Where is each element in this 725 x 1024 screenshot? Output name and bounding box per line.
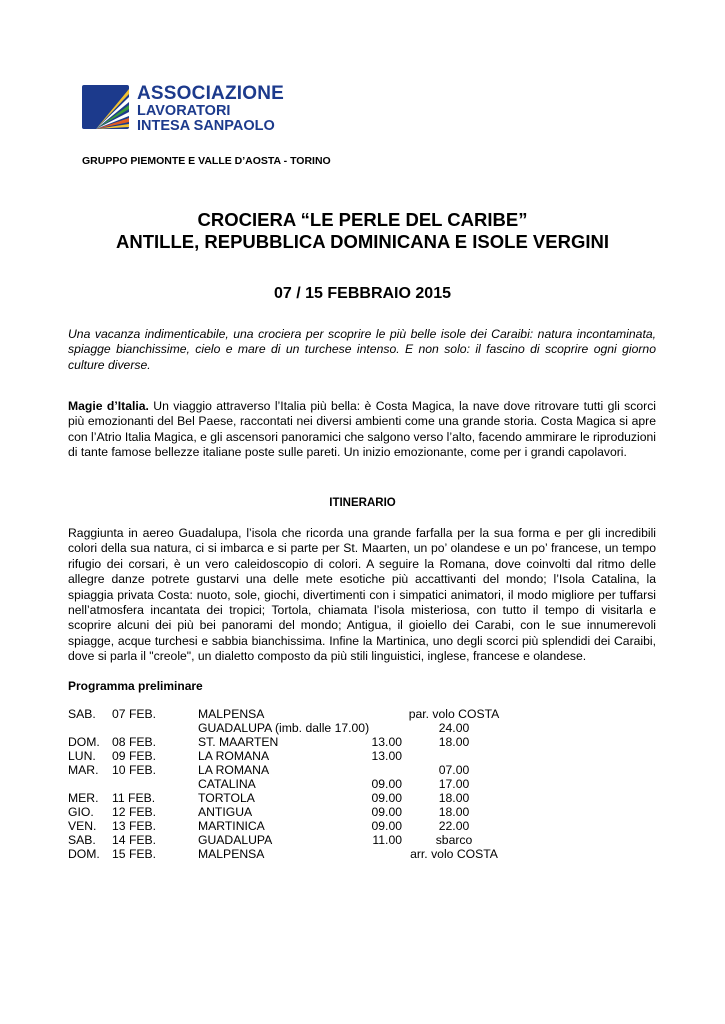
cell-day: DOM.: [68, 847, 100, 861]
logo-text: [137, 84, 284, 134]
table-row: [0, 735, 725, 749]
cell-day: VEN.: [68, 819, 97, 833]
table-row: [0, 847, 725, 861]
magie-bold: Magie d’Italia.: [68, 399, 149, 413]
cell-date: 07 FEB.: [112, 707, 157, 721]
cell-day: GIO.: [68, 805, 94, 819]
cell-day: LUN.: [68, 749, 96, 763]
cell-day: MAR.: [68, 763, 99, 777]
cell-dep: 18.00: [438, 735, 470, 749]
cell-place: MARTINICA: [198, 819, 265, 833]
table-row: [0, 707, 725, 721]
table-row: [0, 763, 725, 777]
cell-dep: 18.00: [438, 805, 470, 819]
table-row: [0, 749, 725, 763]
itinerary-heading: ITINERARIO: [329, 497, 396, 509]
cell-day: MER.: [68, 791, 99, 805]
intro-paragraph: Una vacanza indimenticabile, una crociera per scoprire le più belle isole dei Caraibi: natura incontaminata, spiagge bianchissime, cielo e mare di un turchese intenso. E non solo: il fascino di scoprire ogni giorno culture diverse.: [68, 327, 656, 372]
table-row: [0, 833, 725, 847]
title-line1: CROCIERA “LE PERLE DEL CARIBE”: [197, 209, 528, 230]
cell-date: 08 FEB.: [112, 735, 157, 749]
table-row: [0, 805, 725, 819]
cell-dep: arr. volo COSTA: [410, 847, 498, 861]
magie-paragraph: [68, 399, 656, 461]
cell-place: LA ROMANA: [198, 749, 270, 763]
cell-arr: 09.00: [371, 819, 402, 833]
cell-dep: 22.00: [438, 819, 470, 833]
cell-dep: par. volo COSTA: [408, 707, 500, 721]
cell-place: GUADALUPA: [198, 833, 273, 847]
cell-date: 13 FEB.: [112, 819, 157, 833]
trip-dates: 07 / 15 FEBBRAIO 2015: [274, 285, 451, 302]
cell-date: 09 FEB.: [112, 749, 157, 763]
group-label: GRUPPO PIEMONTE E VALLE D’AOSTA - TORINO: [82, 155, 331, 167]
logo-line1: ASSOCIAZIONE: [137, 83, 285, 104]
cell-place: ST. MAARTEN: [198, 735, 279, 749]
cell-dep: 17.00: [438, 777, 470, 791]
table-row: [0, 721, 725, 735]
cell-arr: 09.00: [371, 791, 402, 805]
cell-arr: 09.00: [371, 777, 402, 791]
magie-text: Un viaggio attraverso l’Italia più bella: è Costa Magica, la nave dove ritrovare tutti gli scorci più emozionanti del Bel Paese, raccontati nei diversi ambienti come una grande storia. Costa Magica si apre con l’Atrio Italia Magica, e gli ascensori panoramici che salgono verso l’alto, facendo ammirare le riproduzioni di tante famose bellezze italiane poste sulle pareti. Un inizio emozionante, come per i grandi capolavori.: [68, 399, 656, 460]
cell-arr: 13.00: [371, 749, 402, 763]
cell-day: SAB.: [68, 707, 96, 721]
cell-place: MALPENSA: [198, 847, 265, 861]
cell-date: 10 FEB.: [112, 763, 157, 777]
table-row: [0, 819, 725, 833]
title-line2: ANTILLE, REPUBBLICA DOMINICANA E ISOLE VERGINI: [115, 231, 609, 252]
logo-mark-icon: [82, 85, 129, 129]
cell-place: GUADALUPA (imb. dalle 17.00): [198, 721, 370, 735]
cell-arr: 13.00: [371, 735, 402, 749]
cell-day: DOM.: [68, 735, 100, 749]
itinerary-paragraph: Raggiunta in aereo Guadalupa, l’isola che ricorda una grande farfalla per la sua forma e per gli incredibili colori della sua natura, ci si imbarca e si parte per St. Maarten, un po’ olandese e un po’ francese, un tempo rifugio dei corsari, è un vero caleidoscopio di colori. A seguire la Romana, dove coinvolti dal ritmo delle allegre danze potrete gustarvi una delle mete esotiche più accattivanti del mondo; l’Isola Catalina, la spiaggia privata Costa: nuoto, sole, giochi, divertimenti con i simpatici animatori, il modo migliore per tuffarsi nell’atmosfera incantata dei tropici; Tortola, chiamata l’isola misteriosa, con tutto il tempo di visitarla e scoprire alcuni dei più bei panorami del mondo; Antigua, il gioiello dei Carabi, con le sue innumerevoli spiagge, acque turchesi e sabbia bianchissima. Infine la Martinica, uno degli scorci più splendidi dei Caraibi, dove si parla il "creole", un dialetto composto da più stili linguistici, inglese, francese e olandese.: [68, 526, 656, 664]
cell-date: 11 FEB.: [112, 791, 156, 805]
cell-dep: 18.00: [438, 791, 470, 805]
logo-line2: LAVORATORI: [137, 103, 231, 119]
table-row: [0, 791, 725, 805]
cell-place: LA ROMANA: [198, 763, 270, 777]
table-row: [0, 777, 725, 791]
cell-place: ANTIGUA: [198, 805, 253, 819]
cell-dep: sbarco: [435, 833, 473, 847]
program-heading: Programma preliminare: [68, 679, 203, 693]
cell-dep: 24.00: [438, 721, 470, 735]
cell-dep: 07.00: [438, 763, 470, 777]
page-title: [0, 209, 725, 253]
cell-place: TORTOLA: [198, 791, 255, 805]
cell-place: MALPENSA: [198, 707, 265, 721]
cell-date: 15 FEB.: [112, 847, 157, 861]
cell-arr: 11.00: [372, 833, 402, 847]
cell-arr: 09.00: [371, 805, 402, 819]
cell-date: 14 FEB.: [112, 833, 157, 847]
logo-line3: INTESA SANPAOLO: [137, 118, 275, 134]
cell-place: CATALINA: [198, 777, 256, 791]
cell-date: 12 FEB.: [112, 805, 157, 819]
cell-day: SAB.: [68, 833, 96, 847]
